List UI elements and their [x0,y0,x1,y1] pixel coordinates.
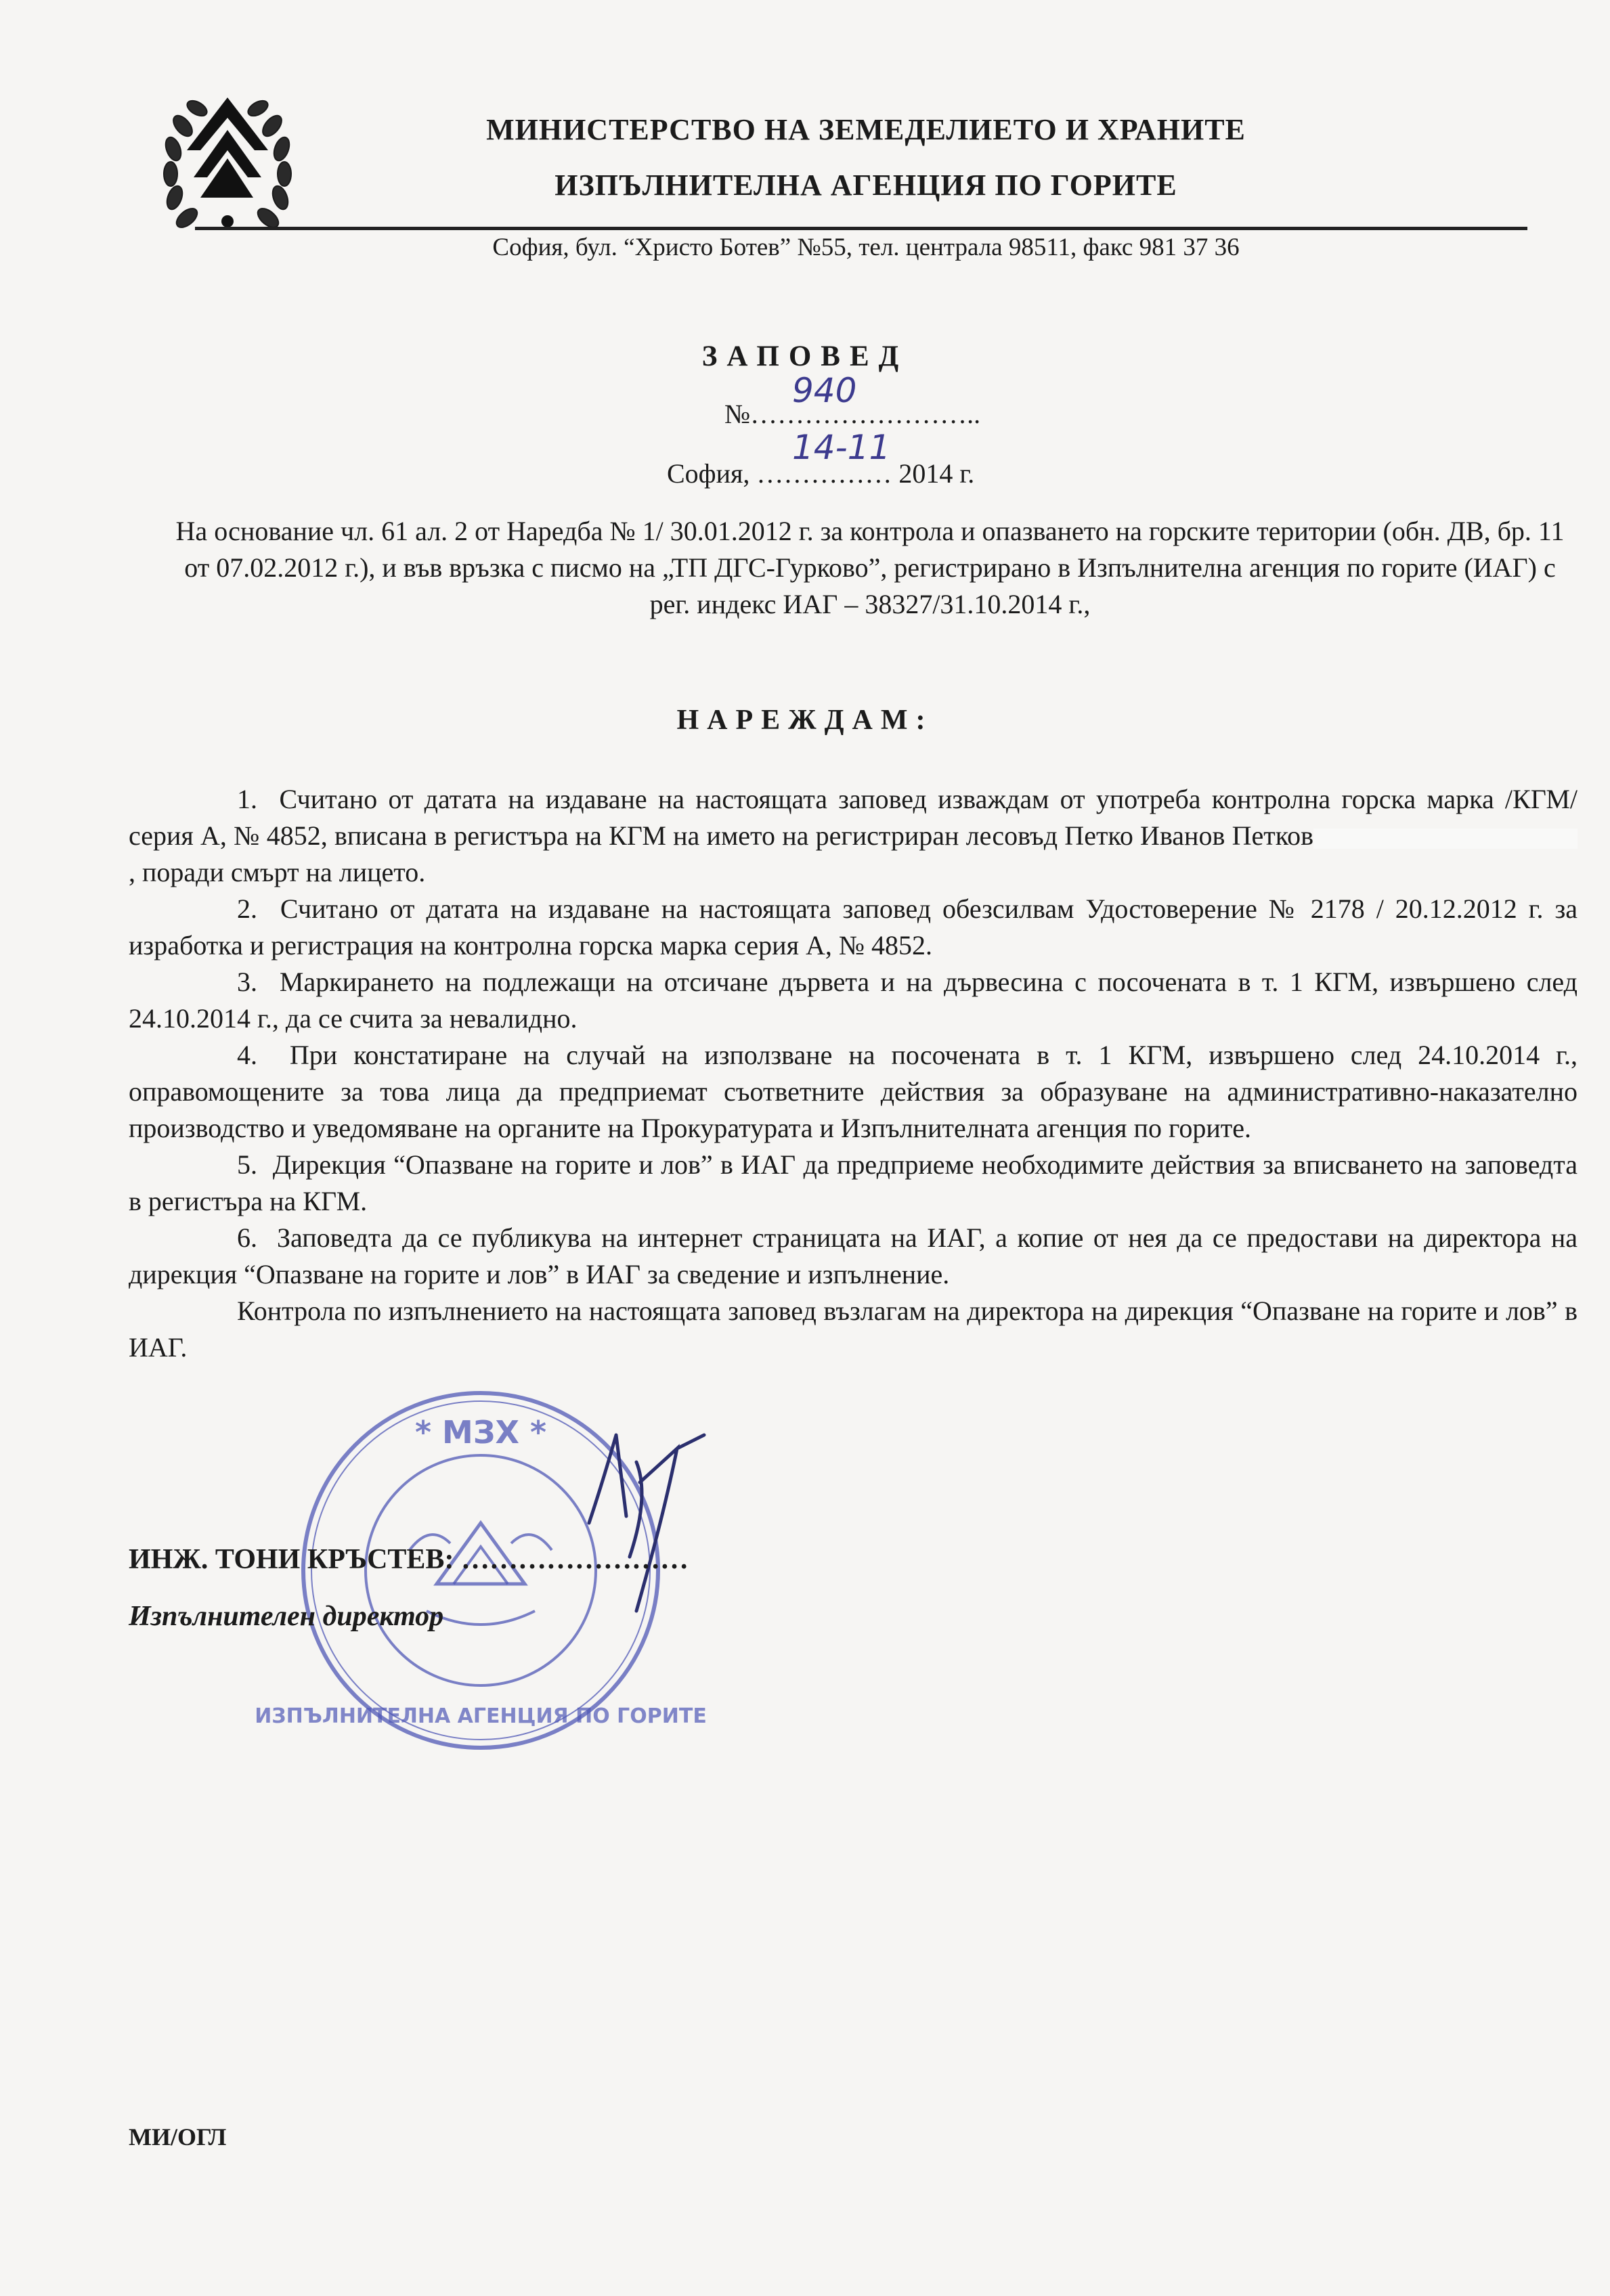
order-title: ЗАПОВЕД [701,340,909,372]
order-date-prefix: София, [667,458,750,489]
redacted-text [1313,829,1578,849]
order-number-prefix: № [724,399,751,429]
order-date-dots: …………… [756,458,892,489]
order-item-4: 4. При констатиране на случай на използване на посочената в т. 1 КГМ, извършено след 24.10.2014 г., оправомощените за това лица да предприемат съответните действия за образуване на административно-наказателно производство и уведомяване на органите на Прокуратурата и Изпълнителната агенция по горите. [129,1040,1578,1143]
agency-heading: ИЗПЪЛНИТЕЛНА АГЕНЦИЯ ПО ГОРИТЕ [554,169,1177,202]
header-rule [195,227,1527,230]
handwritten-signature [501,1421,758,1625]
footer-initials: МИ/ОГЛ [129,2123,227,2150]
stamp-top-text: * МЗХ * [414,1414,547,1451]
signatory-dots: …………………… [460,1544,689,1575]
order-heading: НАРЕЖДАМ: [676,705,934,736]
order-date-handwritten: 14-11 [792,428,891,467]
order-date-suffix: 2014 г. [898,458,975,489]
order-item-3: 3. Маркирането на подлежащи на отсичане дървета и на дървесина с посочената в т. 1 КГМ, извършено след 24.10.2014 г., да се счита за невалидно. [129,967,1578,1034]
order-number-dots: …………………….. [750,399,981,429]
order-preamble: На основание чл. 61 ал. 2 от Наредба № 1/ 30.01.2012 г. за контрола и опазването на горските територии (обн. ДВ, бр. 11 от 07.02.2012 г.), и във връзка с писмо на „ТП ДГС-Гурково”, регистрирано в Изпълнителна агенция по горите (ИАГ) с рег. индекс ИАГ – 38327/31.10.2014 г., [175,516,1565,619]
order-item-1: 1. Считано от датата на издаване на настоящата заповед изваждам от употреба контролна горска марка /КГМ/ серия А, № 4852, вписана в регистъра на КГМ на името на регистриран лесовъд Петко Иванов Петков, поради смърт на лицето. [129,784,1578,887]
order-item-6: 6. Заповедта да се публикува на интернет страницата на ИАГ, а копие от нея да се предостави на директора на дирекция “Опазване на горите и лов” в ИАГ за сведение и изпълнение. [129,1222,1578,1289]
signatory-name: ИНЖ. ТОНИ КРЪСТЕВ: [129,1544,454,1575]
order-control-clause: Контрола по изпълнението на настоящата заповед възлагам на директора на дирекция “Опазване на горите и лов” в ИАГ. [129,1296,1578,1363]
stamp-ring-text: ИЗПЪЛНИТЕЛНА АГЕНЦИЯ ПО ГОРИТЕ [255,1704,707,1728]
signatory-role: Изпълнителен директор [129,1601,444,1632]
order-number-line [724,371,981,430]
agency-address: София, бул. “Христо Ботев” №55, тел. централа 98511, факс 981 37 36 [492,234,1240,261]
order-number-handwritten: 940 [792,371,857,410]
order-items [129,781,1578,1366]
ministry-heading: МИНИСТЕРСТВО НА ЗЕМЕДЕЛИЕТО И ХРАНИТЕ [486,113,1246,146]
agency-emblem [160,83,295,238]
order-item-2: 2. Считано от датата на издаване на настоящата заповед обезсилвам Удостоверение № 2178 / 20.12.2012 г. за изработка и регистрация на контролна горска марка серия А, № 4852. [129,893,1578,961]
signatory-name-line [129,1543,689,1576]
order-item-5: 5. Дирекция “Опазване на горите и лов” в ИАГ да предприеме необходимите действия за вписването на заповедта в регистъра на КГМ. [129,1149,1578,1216]
order-date-line [667,428,975,489]
